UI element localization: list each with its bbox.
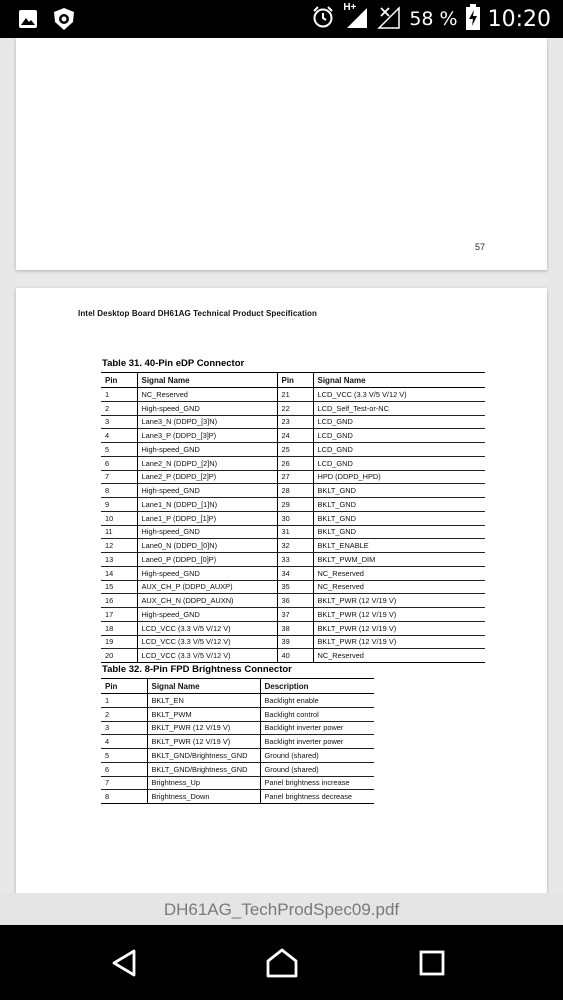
table-cell: 1: [101, 388, 137, 402]
table-cell: 40: [277, 649, 313, 663]
table-cell: High-speed_GND: [137, 525, 277, 539]
table-cell: 37: [277, 608, 313, 622]
table-row: [101, 553, 485, 567]
table-row: [101, 694, 374, 708]
document-header: Intel Desktop Board DH61AG Technical Product Specification: [78, 309, 318, 318]
table-cell: 30: [277, 511, 313, 525]
table-cell: 38: [277, 621, 313, 635]
file-name: DH61AG_TechProdSpec09.pdf: [163, 900, 400, 919]
home-icon: [265, 946, 299, 980]
table-row: [101, 621, 485, 635]
table-cell: BKLT_PWM_DIM: [313, 553, 485, 567]
table-row: [101, 762, 374, 776]
table-cell: High-speed_GND: [137, 566, 277, 580]
table-cell: 23: [277, 415, 313, 429]
table-cell: 4: [101, 429, 137, 443]
navigation-bar: [0, 925, 563, 1000]
table-cell: 6: [101, 762, 147, 776]
table-cell: 26: [277, 456, 313, 470]
table-cell: 14: [101, 566, 137, 580]
table-row: [101, 608, 485, 622]
table-cell: High-speed_GND: [137, 608, 277, 622]
column-header: Signal Name: [137, 373, 277, 388]
table-cell: 13: [101, 553, 137, 567]
table-cell: 5: [101, 443, 137, 457]
table-cell: Panel brightness increase: [260, 776, 374, 790]
table-cell: High-speed_GND: [137, 484, 277, 498]
pdf-page: [16, 288, 547, 925]
table-row: [101, 525, 485, 539]
table-cell: 7: [101, 470, 137, 484]
column-header: Pin: [101, 679, 147, 694]
recents-button[interactable]: [412, 943, 452, 983]
table-cell: Backlight inverter power: [260, 721, 374, 735]
table-cell: NC_Reserved: [137, 388, 277, 402]
recents-icon: [418, 949, 446, 977]
table-cell: Lane1_P (DDPD_[1]P): [137, 511, 277, 525]
table-row: [101, 401, 485, 415]
table-cell: Lane2_P (DDPD_[2]P): [137, 470, 277, 484]
table-cell: BKLT_GND: [313, 498, 485, 512]
table-row: [101, 456, 485, 470]
table-cell: 2: [101, 707, 147, 721]
table-cell: BKLT_PWR (12 V/19 V): [313, 635, 485, 649]
table-cell: 3: [101, 415, 137, 429]
column-header: Pin: [101, 373, 137, 388]
table-cell: 28: [277, 484, 313, 498]
battery-charging-icon: [466, 4, 480, 35]
clock: 10:20: [487, 6, 551, 32]
page-number: 57: [474, 242, 485, 252]
column-header: Signal Name: [147, 679, 260, 694]
table-cell: Lane1_N (DDPD_[1]N): [137, 498, 277, 512]
table-cell: BKLT_GND/Brightness_GND: [147, 749, 260, 763]
table-cell: BKLT_PWR (12 V/19 V): [147, 721, 260, 735]
table-caption: Table 32. 8-Pin FPD Brightness Connector: [102, 664, 292, 675]
table-cell: AUX_CH_P (DDPD_AUXP): [137, 580, 277, 594]
table-cell: 12: [101, 539, 137, 553]
table-cell: 5: [101, 749, 147, 763]
table-cell: 1: [101, 694, 147, 708]
table-cell: HPD (DDPD_HPD): [313, 470, 485, 484]
table-row: [101, 580, 485, 594]
table-cell: LCD_GND: [313, 429, 485, 443]
table-cell: Backlight enable: [260, 694, 374, 708]
home-button[interactable]: [262, 943, 302, 983]
table-cell: Brightness_Up: [147, 776, 260, 790]
table-cell: BKLT_PWR (12 V/19 V): [147, 735, 260, 749]
table-cell: 29: [277, 498, 313, 512]
table-cell: Lane3_N (DDPD_[3]N): [137, 415, 277, 429]
table-cell: BKLT_ENABLE: [313, 539, 485, 553]
table-cell: 21: [277, 388, 313, 402]
table-cell: Lane0_N (DDPD_[0]N): [137, 539, 277, 553]
network-type-label: H+: [343, 1, 357, 13]
table-cell: 27: [277, 470, 313, 484]
table-row: [101, 721, 374, 735]
table-cell: BKLT_PWR (12 V/19 V): [313, 621, 485, 635]
table-cell: NC_Reserved: [313, 649, 485, 663]
table-cell: LCD_VCC (3.3 V/5 V/12 V): [137, 649, 277, 663]
table-cell: Ground (shared): [260, 762, 374, 776]
table-cell: 18: [101, 621, 137, 635]
table-cell: High-speed_GND: [137, 443, 277, 457]
table-cell: LCD_Self_Test-or-NC: [313, 401, 485, 415]
table-cell: High-speed_GND: [137, 401, 277, 415]
table-cell: AUX_CH_N (DDPD_AUXN): [137, 594, 277, 608]
table-cell: Ground (shared): [260, 749, 374, 763]
table-cell: LCD_GND: [313, 415, 485, 429]
table-cell: 22: [277, 401, 313, 415]
pdf-page: [16, 38, 547, 270]
table-cell: BKLT_PWM: [147, 707, 260, 721]
table-row: [101, 470, 485, 484]
table-row: [101, 594, 485, 608]
table-cell: 7: [101, 776, 147, 790]
table-cell: 11: [101, 525, 137, 539]
table-cell: 39: [277, 635, 313, 649]
table-cell: Panel brightness decrease: [260, 790, 374, 804]
table-row: [101, 498, 485, 512]
table-cell: 16: [101, 594, 137, 608]
table-cell: 31: [277, 525, 313, 539]
table-cell: 8: [101, 790, 147, 804]
table-cell: LCD_GND: [313, 443, 485, 457]
table-row: [101, 539, 485, 553]
table-cell: 6: [101, 456, 137, 470]
table-cell: LCD_VCC (3.3 V/5 V/12 V): [137, 621, 277, 635]
table-row: [101, 749, 374, 763]
table-cell: 3: [101, 721, 147, 735]
table-cell: BKLT_GND: [313, 525, 485, 539]
table-row: [101, 649, 485, 663]
table-cell: 4: [101, 735, 147, 749]
table-cell: 34: [277, 566, 313, 580]
table-cell: 17: [101, 608, 137, 622]
table-row: [101, 443, 485, 457]
table-cell: LCD_VCC (3.3 V/5 V/12 V): [313, 388, 485, 402]
table-row: [101, 790, 374, 804]
table-cell: BKLT_PWR (12 V/19 V): [313, 608, 485, 622]
table-cell: 2: [101, 401, 137, 415]
table-row: [101, 511, 485, 525]
column-header: Signal Name: [313, 373, 485, 388]
table-cell: BKLT_GND: [313, 484, 485, 498]
table-row: [101, 635, 485, 649]
back-icon: [110, 948, 140, 978]
back-button[interactable]: [105, 943, 145, 983]
table-cell: 19: [101, 635, 137, 649]
pdf-viewer[interactable]: [0, 38, 563, 925]
table-cell: 24: [277, 429, 313, 443]
table-cell: 8: [101, 484, 137, 498]
table-caption: Table 31. 40-Pin eDP Connector: [102, 358, 245, 369]
table-cell: LCD_GND: [313, 456, 485, 470]
table-cell: 9: [101, 498, 137, 512]
table-cell: Lane3_P (DDPD_[3]P): [137, 429, 277, 443]
table-cell: BKLT_PWR (12 V/19 V): [313, 594, 485, 608]
table-cell: Lane2_N (DDPD_[2]N): [137, 456, 277, 470]
gallery-icon: [18, 9, 38, 34]
table-cell: 25: [277, 443, 313, 457]
column-header: Pin: [277, 373, 313, 388]
table-row: [101, 566, 485, 580]
table-cell: LCD_VCC (3.3 V/5 V/12 V): [137, 635, 277, 649]
table-cell: 35: [277, 580, 313, 594]
app-notification-icon: [52, 7, 76, 36]
table-row: [101, 735, 374, 749]
table-cell: 15: [101, 580, 137, 594]
table-cell: BKLT_GND: [313, 511, 485, 525]
table-cell: 33: [277, 553, 313, 567]
table-cell: NC_Reserved: [313, 580, 485, 594]
table-cell: 32: [277, 539, 313, 553]
table-cell: 36: [277, 594, 313, 608]
column-header: Description: [260, 679, 374, 694]
fpd-brightness-connector-table: [101, 678, 374, 804]
table-cell: Backlight inverter power: [260, 735, 374, 749]
alarm-icon: [311, 5, 335, 34]
no-signal-icon: [377, 4, 401, 35]
table-row: [101, 484, 485, 498]
table-cell: Brightness_Down: [147, 790, 260, 804]
table-cell: BKLT_EN: [147, 694, 260, 708]
table-cell: Backlight control: [260, 707, 374, 721]
signal-icon: [343, 1, 369, 35]
file-name-bar: [0, 893, 563, 925]
table-row: [101, 429, 485, 443]
table-cell: 10: [101, 511, 137, 525]
table-row: [101, 388, 485, 402]
table-cell: 20: [101, 649, 137, 663]
status-bar: [0, 0, 563, 38]
table-cell: NC_Reserved: [313, 566, 485, 580]
battery-percent: 58 %: [409, 8, 458, 30]
edp-connector-table: [101, 372, 485, 663]
table-row: [101, 776, 374, 790]
table-row: [101, 415, 485, 429]
table-cell: Lane0_P (DDPD_[0]P): [137, 553, 277, 567]
table-cell: BKLT_GND/Brightness_GND: [147, 762, 260, 776]
table-row: [101, 707, 374, 721]
